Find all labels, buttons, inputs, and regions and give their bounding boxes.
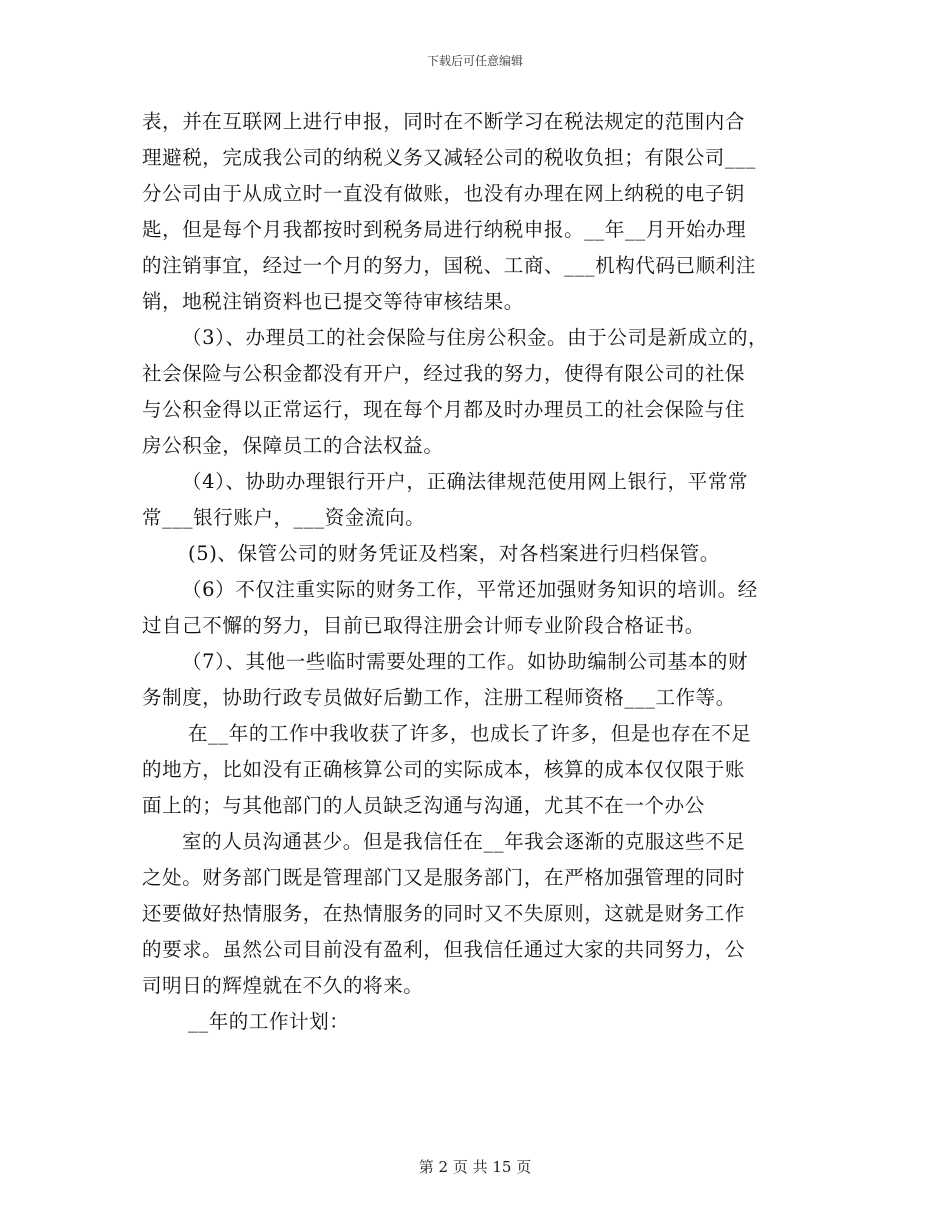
- text-line: 表，并在互联网上进行申报，同时在不断学习在税法规定的范围内合: [142, 110, 746, 133]
- text-line: 销，地税注销资料也已提交等待审核结果。: [142, 290, 524, 313]
- text-line: 过自己不懈的努力，目前已取得注册会计师专业阶段合格证书。: [142, 614, 705, 637]
- paragraph-summary: 在__年的工作中我收获了许多，也成长了许多，但是也存在不足: [188, 722, 752, 745]
- text-line: 与公积金得以正常运行，现在每个月都及时办理员工的社会保险与住: [142, 398, 746, 421]
- paragraph-item-7: （7）、其他一些临时需要处理的工作。如协助编制公司基本的财: [182, 650, 749, 673]
- text-line: 的要求。虽然公司目前没有盈利，但我信任通过大家的共同努力，公: [142, 938, 746, 961]
- paragraph-item-6: （6）不仅注重实际的财务工作，平常还加强财务知识的培训。经: [182, 578, 758, 601]
- text-line: 之处。财务部门既是管理部门又是服务部门，在严格加强管理的同时: [142, 866, 746, 889]
- paragraph-item-5: (5)、保管公司的财务凭证及档案，对各档案进行归档保管。: [188, 542, 720, 565]
- text-line: 务制度，协助行政专员做好后勤工作，注册工程师资格___工作等。: [142, 686, 736, 709]
- text-line: 的注销事宜，经过一个月的努力，国税、工商、___机构代码已顺利注: [142, 254, 756, 277]
- text-line: 室的人员沟通甚少。但是我信任在__年我会逐渐的克服这些不足: [182, 830, 746, 853]
- text-line: 面上的；与其他部门的人员缺乏沟通与沟通，尤其不在一个办公: [142, 794, 705, 817]
- text-line: 的地方，比如没有正确核算公司的实际成本，核算的成本仅仅限于账: [142, 758, 746, 781]
- text-line: 社会保险与公积金都没有开户，经过我的努力，使得有限公司的社保: [142, 362, 746, 385]
- text-line: 房公积金，保障员工的合法权益。: [142, 434, 444, 457]
- document-body: [142, 104, 832, 1040]
- text-line: 司明日的辉煌就在不久的将来。: [142, 974, 424, 997]
- text-line: 还要做好热情服务，在热情服务的同时又不失原则，这就是财务工作: [142, 902, 746, 925]
- page-header: 下载后可任意编辑: [426, 54, 523, 68]
- text-line: 常___银行账户，___资金流向。: [142, 506, 426, 529]
- page-number: 第 2 页 共 15 页: [418, 1158, 532, 1176]
- text-line: 匙，但是每个月我都按时到税务局进行纳税申报。__年__月开始办理: [142, 218, 747, 241]
- paragraph-item-3: （3）、办理员工的社会保险与住房公积金。由于公司是新成立的，: [182, 326, 769, 349]
- text-line: 分公司由于从成立时一直没有做账，也没有办理在网上纳税的电子钥: [142, 182, 746, 205]
- paragraph-item-4: （4）、协助办理银行开户，正确法律规范使用网上银行，平常常: [182, 470, 749, 493]
- section-heading-work-plan: __年的工作计划：: [188, 1010, 350, 1033]
- text-line: 理避税，完成我公司的纳税义务又减轻公司的税收负担；有限公司___: [142, 146, 756, 169]
